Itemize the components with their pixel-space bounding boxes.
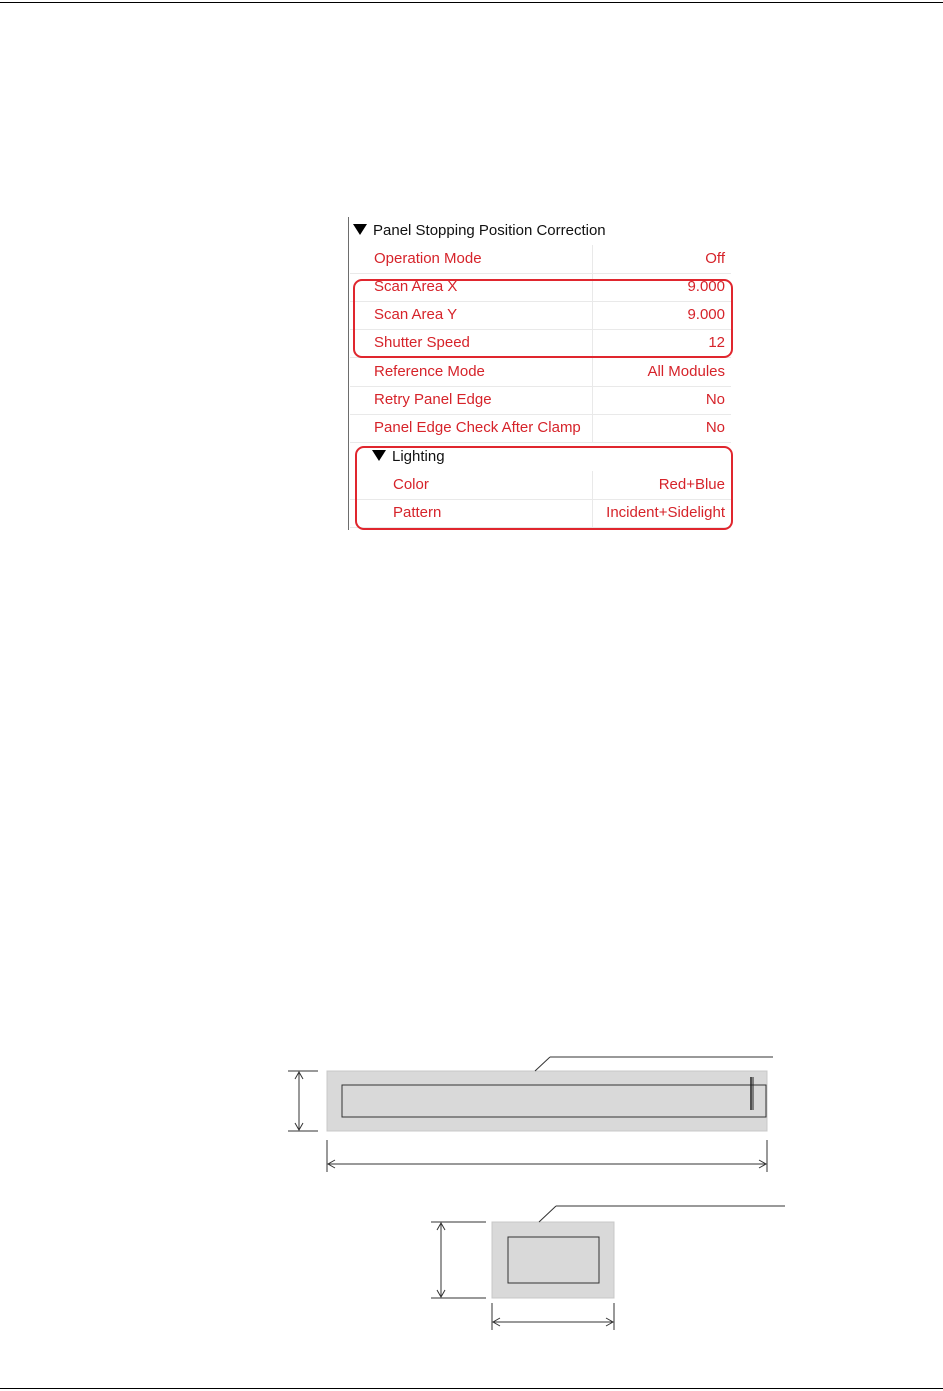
bottom-rule [0,1388,943,1389]
inner-panel-rectangle [342,1085,766,1117]
property-value[interactable]: No [705,391,725,408]
property-label: Retry Panel Edge [350,386,593,414]
property-label: Scan Area X [350,273,593,301]
wide-scan-area-figure [288,1057,773,1172]
inner-panel-rectangle [508,1237,599,1283]
property-value[interactable]: 12 [708,334,725,351]
property-value[interactable]: No [705,419,725,436]
subcategory-title: Lighting [392,448,445,465]
property-value[interactable]: Off [705,250,725,267]
category-title: Panel Stopping Position Correction [373,222,606,239]
square-scan-area-figure [431,1206,785,1330]
property-value[interactable]: 9.000 [687,306,725,323]
property-label: Color [350,471,593,499]
leader-line [539,1206,556,1222]
property-label: Reference Mode [350,358,593,386]
property-value[interactable]: 9.000 [687,278,725,295]
property-value[interactable]: Red+Blue [658,476,725,493]
leader-line [535,1057,550,1071]
property-value[interactable]: All Modules [647,363,725,380]
property-label: Shutter Speed [350,329,593,357]
property-value[interactable]: Incident+Sidelight [606,504,725,521]
property-label: Panel Edge Check After Clamp [350,414,593,442]
property-label: Pattern [350,499,593,527]
property-label: Scan Area Y [350,301,593,329]
property-label: Operation Mode [350,245,593,273]
